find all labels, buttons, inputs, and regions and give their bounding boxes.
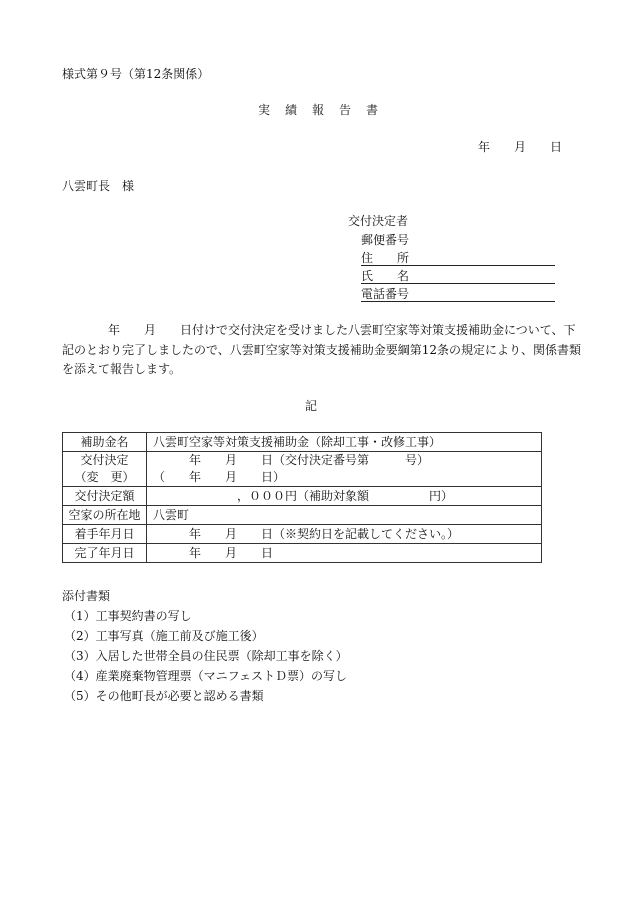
attachments-section (62, 586, 348, 706)
body-line-2: 記のとおり完了しましたので、八雲町空家等対策支援補助金要綱第12条の規定により、関係書類 (62, 343, 582, 357)
table-row (63, 544, 542, 563)
address-line (361, 265, 555, 266)
attachments-heading: 添付書類 (62, 589, 111, 603)
phone-label: 電話番号 (361, 287, 410, 301)
name-label: 氏 名 (361, 269, 410, 283)
list-item: （2）工事写真（施工前及び施工後） (64, 629, 264, 643)
grant-decision-value-b: （ 年 月 日） (153, 470, 286, 484)
report-table (62, 432, 542, 563)
name-line (361, 283, 555, 284)
grant-decision-label-a: 交付決定 (80, 453, 129, 467)
ki-heading: 記 (305, 399, 318, 413)
table-row (63, 525, 542, 544)
grant-amount-value: ，０００円（補助対象額 円） (147, 487, 542, 506)
location-label: 空家の所在地 (63, 506, 147, 525)
table-row (63, 433, 542, 452)
applicant-heading: 交付決定者 (348, 214, 409, 228)
form-number: 様式第９号（第12条関係） (62, 67, 210, 81)
addressee: 八雲町長 様 (62, 179, 135, 193)
grant-decision-label (63, 452, 147, 487)
body-line-3: を添えて報告します。 (62, 362, 182, 376)
grant-decision-value (147, 452, 542, 487)
list-item: （3）入居した世帯全員の住民票（除却工事を除く） (64, 649, 348, 663)
phone-line (361, 301, 555, 302)
grant-decision-label-b: （変 更） (74, 470, 135, 484)
list-item: （4）産業廃棄物管理票（マニフェストＤ票）の写し (64, 669, 348, 683)
table-row (63, 487, 542, 506)
subsidy-name-label: 補助金名 (63, 433, 147, 452)
subsidy-name-value: 八雲町空家等対策支援補助金（除却工事・改修工事） (147, 433, 542, 452)
grant-amount-label: 交付決定額 (63, 487, 147, 506)
date-line: 年 月 日 (478, 140, 563, 154)
list-item: （5）その他町長が必要と認める書類 (64, 689, 264, 703)
location-value: 八雲町 (147, 506, 542, 525)
completion-date-label: 完了年月日 (63, 544, 147, 563)
address-label: 住 所 (361, 251, 410, 265)
table-row (63, 452, 542, 487)
completion-date-value: 年 月 日 (147, 544, 542, 563)
list-item: （1）工事契約書の写し (64, 609, 192, 623)
document-title: 実績報告書 (258, 103, 394, 117)
postal-code-label: 郵便番号 (361, 233, 410, 247)
table-row (63, 506, 542, 525)
grant-decision-value-a: 年 月 日（交付決定番号第 号） (153, 453, 430, 467)
start-date-label: 着手年月日 (63, 525, 147, 544)
body-line-1: 年 月 日付けで交付決定を受けました八雲町空家等対策支援補助金について、下 (96, 323, 576, 337)
start-date-value: 年 月 日（※契約日を記載してください。） (147, 525, 542, 544)
